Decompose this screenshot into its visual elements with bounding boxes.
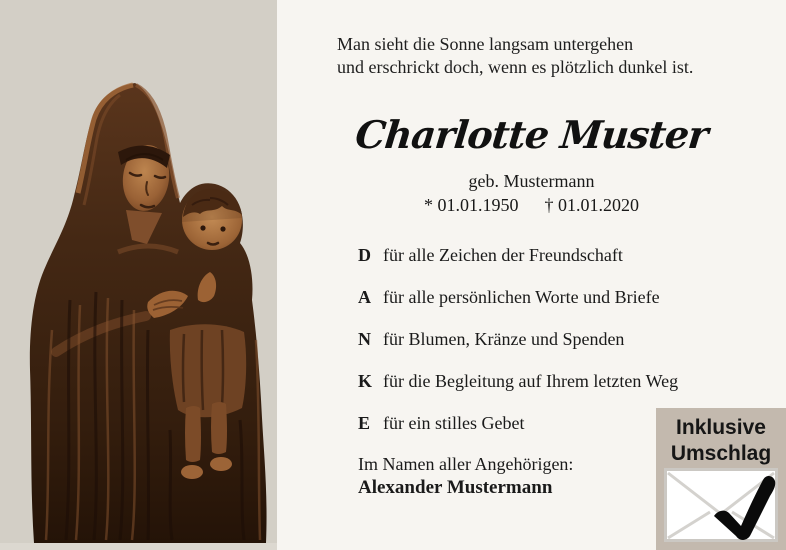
quote-line-1: Man sieht die Sonne langsam untergehen [337,34,634,54]
death-date: † 01.01.2020 [544,195,639,215]
badge-line-1: Inklusive [676,416,766,439]
closing-name: Alexander Mustermann [358,477,553,498]
closing-line: Im Namen aller Angehörigen: [358,454,574,474]
maiden-name: geb. Mustermann [468,171,595,191]
badge-line-2: Umschlag [670,442,772,465]
acrostic-text: für alle persönlichen Worte und Briefe [383,287,660,307]
acrostic-letter: E [358,413,371,433]
acrostic-row-n [358,328,678,370]
acrostic-text: für Blumen, Kränze und Spenden [383,329,625,349]
acrostic-letter: D [358,245,371,265]
danke-acrostic [358,244,678,454]
acrostic-row-e [358,412,678,454]
acrostic-text: für alle Zeichen der Freundschaft [383,245,623,265]
deceased-name: Charlotte Muster [353,112,710,157]
acrostic-row-k [358,370,678,412]
life-dates [277,194,786,216]
quote-line-2: und erschrickt doch, wenn es plötzlich dunkel ist. [337,57,694,77]
acrostic-letter: A [358,287,371,307]
acrostic-row-a [358,286,678,328]
envelope-icon [664,468,778,542]
badge-text [656,415,786,467]
memorial-quote [337,33,693,79]
acrostic-letter: N [358,329,371,349]
acrostic-row-d [358,244,678,286]
acrostic-text: für ein stilles Gebet [383,413,525,433]
madonna-statue-illustration [0,0,277,550]
envelope-included-badge [656,408,786,550]
acrostic-letter: K [358,371,373,391]
statue-photo [0,0,277,550]
birth-date: * 01.01.1950 [424,195,519,215]
acrostic-text: für die Begleitung auf Ihrem letzten Weg [383,371,679,391]
